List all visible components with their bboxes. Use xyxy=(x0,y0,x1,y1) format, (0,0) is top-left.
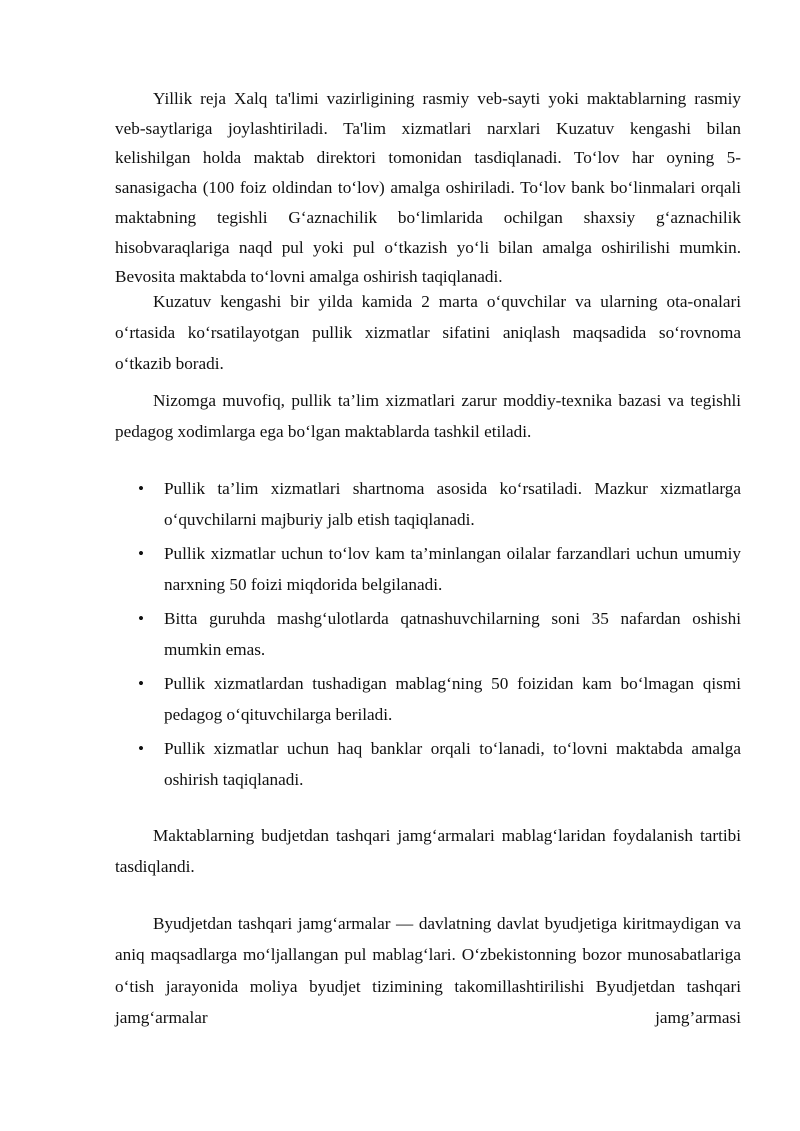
list-item-text: Pullik xizmatlardan tushadigan mablag‘ning 50 foizidan kam bo‘lmagan qismi pedagog o‘qituvchilarga beriladi. xyxy=(164,674,741,724)
bullet-marker: • xyxy=(138,739,145,758)
paragraph-annual-plan: Yillik reja Xalq ta'limi vazirligining rasmiy veb-sayti yoki maktablarning rasmiy veb-saytlariga joylashtiriladi. Ta'lim xizmatlari narxlari Kuzatuv kengashi bilan kelishilgan holda maktab direktori tomonidan tasdiqlanadi. To‘lov har oyning 5-sanasigacha (100 foiz oldindan to‘lov) amalga oshiriladi. To‘lov bank bo‘linmalari orqali maktabning tegishli G‘aznachilik bo‘limlarida ochilgan shaxsiy g‘aznachilik hisobvaraqlariga naqd pul yoki pul o‘tkazish yo‘li bilan amalga oshirilishi mumkin. Bevosita maktabda to‘lovni amalga oshirish taqiqlanadi. xyxy=(115,89,741,287)
bullet-marker: • xyxy=(138,609,145,628)
bullet-marker: • xyxy=(138,674,145,693)
list-item xyxy=(138,473,741,535)
paragraph-supervisory-survey: Kuzatuv kengashi bir yilda kamida 2 marta o‘quvchilar va ularning ota-onalari o‘rtasida ko‘rsatilayotgan pullik xizmatlar sifatini aniqlash maqsadida so‘rovnoma o‘tkazib boradi. xyxy=(115,292,741,373)
paragraph-extrabudgetary-definition: Byudjetdan tashqari jamg‘armalar — davlatning davlat byudjetiga kiritmaydigan va aniq maqsadlarga mo‘ljallangan pul mablag‘lari. O‘zbekistonning bozor munosabatlariga o‘tish jarayonida moliya byudjet tizimining takomillashtirilishi Byudjetdan tashqari jamg‘armalar jamg’armasi xyxy=(115,914,741,1027)
list-item xyxy=(138,603,741,665)
list-item xyxy=(138,538,741,600)
bullet-marker: • xyxy=(138,544,145,563)
list-item xyxy=(138,733,741,795)
bullet-marker: • xyxy=(138,479,145,498)
paragraph-extrabudgetary-usage: Maktablarning budjetdan tashqari jamg‘armalari mablag‘laridan foydalanish tartibi tasdiqlandi. xyxy=(115,826,741,876)
list-item-text: Pullik xizmatlar uchun to‘lov kam ta’minlangan oilalar farzandlari uchun umumiy narxning 50 foizi miqdorida belgilanadi. xyxy=(164,544,741,594)
list-item-text: Pullik ta’lim xizmatlari shartnoma asosida ko‘rsatiladi. Mazkur xizmatlarga o‘quvchilarni majburiy jalb etish taqiqlanadi. xyxy=(164,479,741,529)
list-item-text: Pullik xizmatlar uchun haq banklar orqali to‘lanadi, to‘lovni maktabda amalga oshirish taqiqlanadi. xyxy=(164,739,741,789)
list-item-text: Bitta guruhda mashg‘ulotlarda qatnashuvchilarning soni 35 nafardan oshishi mumkin emas. xyxy=(164,609,741,659)
list-item xyxy=(138,668,741,730)
bullet-list xyxy=(138,473,741,798)
paragraph-regulation: Nizomga muvofiq, pullik ta’lim xizmatlari zarur moddiy-texnika bazasi va tegishli pedagog xodimlarga ega bo‘lgan maktablarda tashkil etiladi. xyxy=(115,391,741,441)
